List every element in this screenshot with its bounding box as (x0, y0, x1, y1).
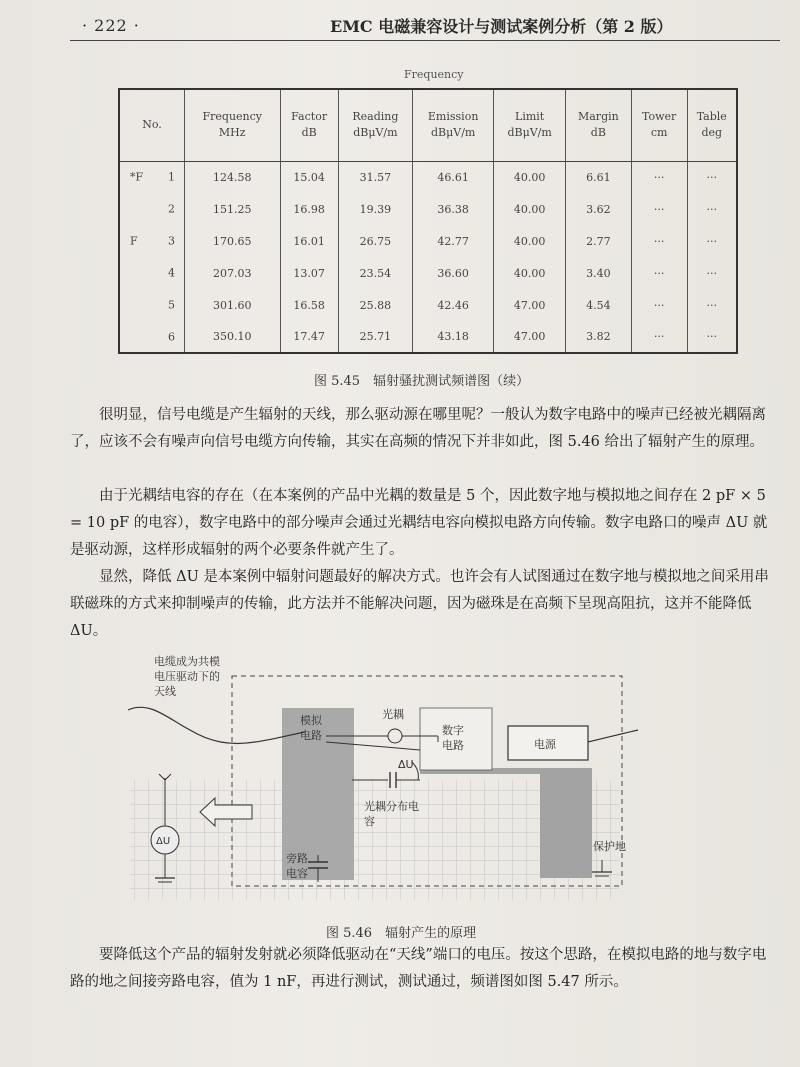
row-number-cell (119, 193, 185, 225)
cell-tower: ··· (631, 257, 687, 289)
column-header (631, 89, 687, 161)
cell-factor: 13.07 (280, 257, 338, 289)
cell-margin: 3.82 (565, 321, 631, 353)
row-number-cell (119, 289, 185, 321)
cell-reading: 23.54 (338, 257, 412, 289)
column-header (413, 89, 494, 161)
cell-factor: 15.04 (280, 161, 338, 193)
row-index: 6 (168, 330, 175, 343)
table-row (119, 193, 737, 225)
digital-label-line1: 数字 (442, 724, 464, 737)
cell-reading: 31.57 (338, 161, 412, 193)
column-header-unit: dBμV/m (353, 126, 398, 140)
column-header (119, 89, 185, 161)
row-number-cell (119, 321, 185, 353)
analog-label-line2: 电路 (300, 729, 322, 742)
column-header-name: Table (696, 110, 727, 124)
cell-frequency: 170.65 (185, 225, 281, 257)
column-header-name: Margin (577, 110, 619, 124)
cell-limit: 40.00 (494, 161, 566, 193)
cable-label-line3: 天线 (154, 685, 176, 698)
column-header-unit: deg (701, 126, 723, 140)
cell-table: ··· (687, 225, 737, 257)
column-header (494, 89, 566, 161)
source-delta-u-label: ΔU (156, 836, 171, 847)
power-cable (588, 730, 638, 742)
optocoupler-label: 光耦 (382, 708, 404, 721)
row-number-cell (119, 161, 185, 193)
column-header (565, 89, 631, 161)
column-header-name: Tower (642, 110, 677, 124)
cell-table: ··· (687, 257, 737, 289)
frequency-table (118, 88, 738, 354)
cell-factor: 16.98 (280, 193, 338, 225)
column-header-name: No. (142, 118, 162, 132)
table-row (119, 161, 737, 193)
page-number: · 222 · (82, 16, 140, 35)
bypass-label-line2: 电容 (286, 867, 308, 880)
paragraph-1: 很明显，信号电缆是产生辐射的天线，那么驱动源在哪里呢？一般认为数字电路中的噪声已经被光耦隔离了，应该不会有噪声向信号电缆方向传输，其实在高频的情况下并非如此，图 5.46 给出了辐射产生的原理。 (70, 407, 766, 450)
cell-table: ··· (687, 161, 737, 193)
row-number-cell (119, 225, 185, 257)
opto-cap-label-line2: 容 (364, 815, 375, 828)
cable-antenna (128, 707, 305, 743)
column-header-unit: MHz (218, 126, 246, 140)
page-header (70, 14, 780, 41)
cell-tower: ··· (631, 321, 687, 353)
cell-limit: 40.00 (494, 193, 566, 225)
power-label: 电源 (534, 738, 556, 751)
cell-emission: 46.61 (413, 161, 494, 193)
cell-frequency: 124.58 (185, 161, 281, 193)
protective-ground-label: 保护地 (593, 840, 626, 853)
column-header (185, 89, 281, 161)
cell-frequency: 301.60 (185, 289, 281, 321)
cell-reading: 19.39 (338, 193, 412, 225)
column-header-name: Reading (352, 110, 399, 124)
table-row (119, 257, 737, 289)
cell-table: ··· (687, 321, 737, 353)
opto-cap-label-line1: 光耦分布电 (364, 800, 419, 813)
cell-factor: 16.01 (280, 225, 338, 257)
cell-tower: ··· (631, 193, 687, 225)
row-index: 5 (168, 298, 175, 312)
column-header-name: Factor (291, 110, 328, 124)
table-row (119, 225, 737, 257)
cell-margin: 3.40 (565, 257, 631, 289)
row-index: 2 (168, 202, 175, 216)
cell-emission: 43.18 (413, 321, 494, 353)
column-header (338, 89, 412, 161)
column-header-unit: dBμV/m (430, 126, 476, 140)
table-row (119, 289, 737, 321)
column-header-unit: dBμV/m (507, 126, 552, 140)
analog-label-line1: 模拟 (300, 714, 322, 727)
column-header-name: Emission (427, 110, 479, 124)
column-header-unit: cm (650, 126, 668, 140)
cell-reading: 26.75 (338, 225, 412, 257)
column-header-name: Limit (515, 110, 545, 124)
bypass-label-line1: 旁路 (286, 852, 308, 865)
column-header (280, 89, 338, 161)
row-index: 4 (168, 266, 175, 280)
cell-reading: 25.71 (338, 321, 412, 353)
row-index: 3 (168, 234, 175, 248)
cell-margin: 4.54 (565, 289, 631, 321)
cell-frequency: 151.25 (185, 193, 281, 225)
table-body (119, 161, 737, 353)
paragraph-4: 要降低这个产品的辐射发射就必须降低驱动在“天线”端口的电压。按这个思路，在模拟电路的地与数字电路的地之间接旁路电容，值为 1 nF，再进行测试，测试通过，频谱图如图 5.47 所示。 (70, 947, 767, 990)
cell-factor: 16.58 (280, 289, 338, 321)
radiation-principle-diagram (120, 650, 640, 915)
row-index: 1 (168, 170, 175, 184)
cell-reading: 25.88 (338, 289, 412, 321)
digital-label-line2: 电路 (442, 739, 464, 752)
cell-limit: 40.00 (494, 257, 566, 289)
figure-caption-5-46: 图 5.46 辐射产生的原理 (326, 926, 477, 941)
paragraph-3: 显然，降低 ΔU 是本案例中辐射问题最好的解决方式。也许会有人试图通过在数字地与模拟地之间采用串联磁珠的方式来抑制噪声的传输，此方法并不能解决问题，因为磁珠是在高频下呈现高阻抗，这并不能降低 ΔU。 (70, 569, 769, 639)
cell-emission: 42.77 (413, 225, 494, 257)
cell-tower: ··· (631, 225, 687, 257)
cell-table: ··· (687, 193, 737, 225)
paragraph-2: 由于光耦结电容的存在（在本案例的产品中光耦的数量是 5 个，因此数字地与模拟地之间存在 2 pF × 5 = 10 pF 的电容），数字电路中的部分噪声会通过光耦结电容向模拟电路方向传输。数字电路口的噪声 ΔU 就是驱动源，这样形成辐射的两个必要条件就产生了。 (70, 488, 768, 558)
cell-limit: 47.00 (494, 289, 566, 321)
table-title: Frequency (404, 68, 464, 81)
row-flag: F (130, 234, 138, 248)
cell-tower: ··· (631, 161, 687, 193)
row-number-cell (119, 257, 185, 289)
column-header-unit: dB (301, 126, 317, 140)
column-header-unit: dB (590, 126, 606, 140)
cell-frequency: 207.03 (185, 257, 281, 289)
column-header-name: Frequency (202, 110, 262, 124)
cable-label-line2: 电压驱动下的 (154, 670, 220, 683)
row-flag: *F (130, 170, 144, 184)
cell-table: ··· (687, 289, 737, 321)
cell-emission: 36.38 (413, 193, 494, 225)
table-header-row (119, 89, 737, 161)
table-row (119, 321, 737, 353)
cell-margin: 3.62 (565, 193, 631, 225)
cell-tower: ··· (631, 289, 687, 321)
delta-u-label: ΔU (398, 758, 414, 771)
cell-factor: 17.47 (280, 321, 338, 353)
optocoupler-symbol (388, 729, 402, 743)
figure-caption-5-45: 图 5.45 辐射骚扰测试频谱图（续） (314, 374, 530, 389)
cell-limit: 47.00 (494, 321, 566, 353)
running-title: EMC 电磁兼容设计与测试案例分析（第 2 版） (330, 17, 673, 36)
cell-limit: 40.00 (494, 225, 566, 257)
cell-frequency: 350.10 (185, 321, 281, 353)
cable-label-line1: 电缆成为共模 (154, 655, 220, 668)
cell-emission: 36.60 (413, 257, 494, 289)
cell-margin: 6.61 (565, 161, 631, 193)
cell-margin: 2.77 (565, 225, 631, 257)
column-header (687, 89, 737, 161)
cell-emission: 42.46 (413, 289, 494, 321)
